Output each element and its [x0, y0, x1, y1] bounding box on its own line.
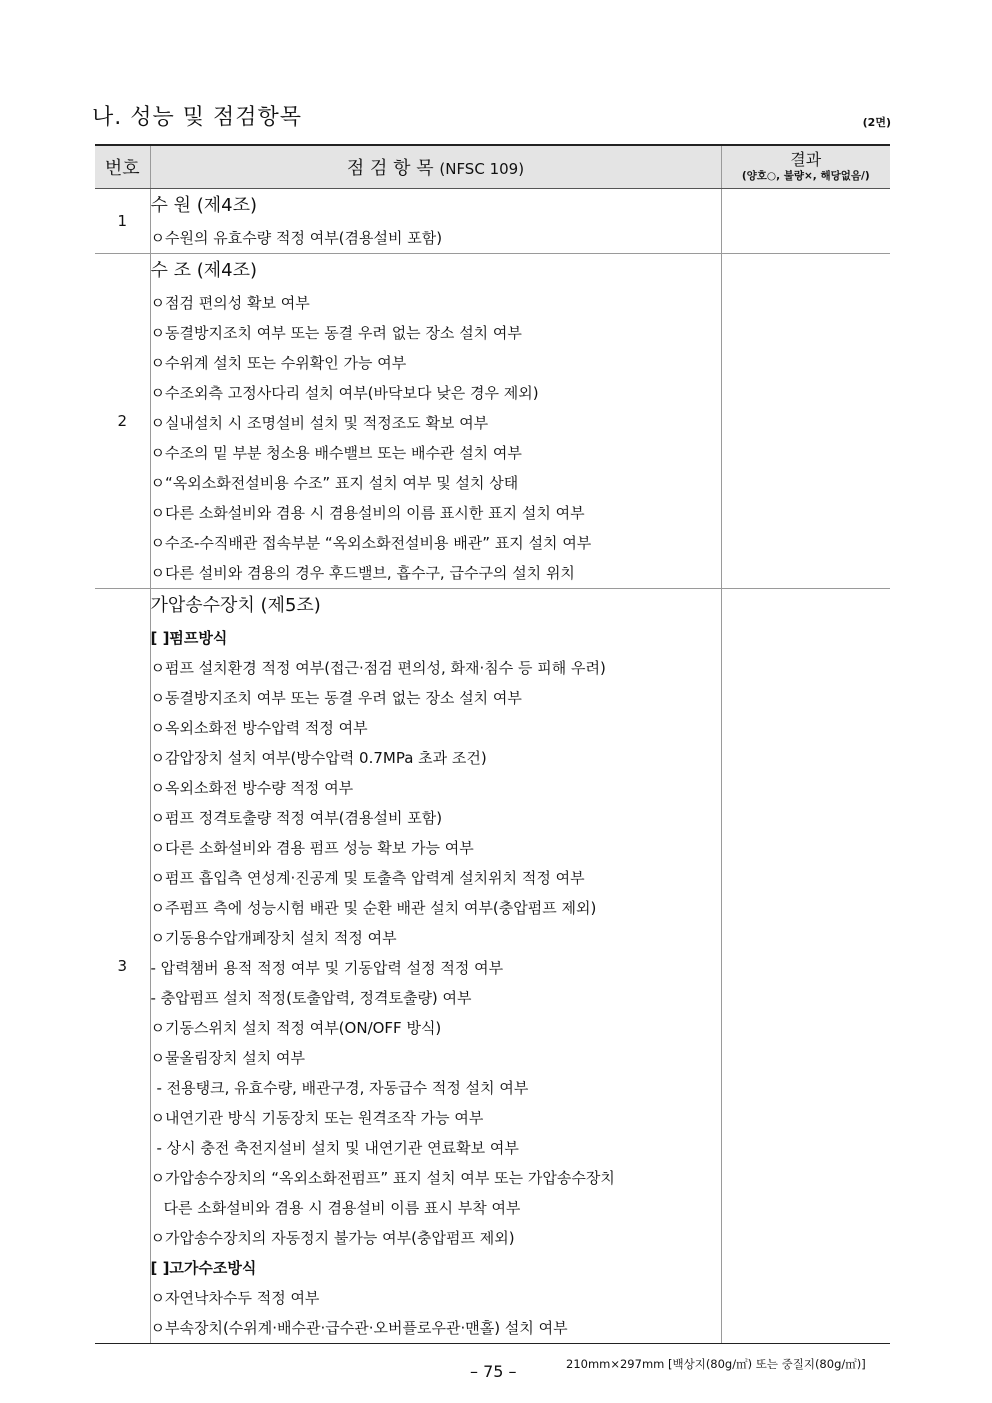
check-item: ㅇ수위계 설치 또는 수위확인 가능 여부: [150, 354, 407, 372]
row-number: 1: [95, 189, 150, 254]
row-number: 2: [95, 254, 150, 589]
check-item: ㅇ가압송수장치의 자동정지 불가능 여부(충압펌프 제외): [150, 1229, 515, 1247]
row-items: [150, 189, 721, 254]
header-items-ref: (NFSC 109): [439, 160, 525, 178]
row-number: 3: [95, 589, 150, 1344]
check-item: ㅇ펌프 흡입측 연성계·진공계 및 토출측 압력계 설치위치 적정 여부: [150, 869, 585, 887]
check-item: - 충압펌프 설치 적정(토출압력, 정격토출량) 여부: [150, 989, 472, 1007]
section-title: 나. 성능 및 점검항목: [92, 105, 302, 130]
check-item: ㅇ가압송수장치의 “옥외소화전펌프” 표지 설치 여부 또는 가압송수장치: [150, 1169, 615, 1187]
result-cell[interactable]: [721, 189, 890, 254]
check-item: ㅇ수조-수직배관 접속부분 “옥외소화전설비용 배관” 표지 설치 여부: [150, 534, 592, 552]
check-item: ㅇ동결방지조치 여부 또는 동결 우려 없는 장소 설치 여부: [150, 689, 522, 707]
table-row: [95, 254, 890, 589]
check-item: ㅇ펌프 정격토출량 적정 여부(겸용설비 포함): [150, 809, 443, 827]
check-item: ㅇ수원의 유효수량 적정 여부(겸용설비 포함): [150, 229, 443, 247]
check-item: ㅇ동결방지조치 여부 또는 동결 우려 없는 장소 설치 여부: [150, 324, 522, 342]
table-body: [95, 189, 890, 1344]
check-item: ㅇ내연기관 방식 기동장치 또는 원격조작 가능 여부: [150, 1109, 484, 1127]
check-item: ㅇ감압장치 설치 여부(방수압력 0.7MPa 초과 조건): [150, 749, 487, 767]
check-item: - 압력챔버 용적 적정 여부 및 기동압력 설정 적정 여부: [150, 959, 504, 977]
paper-size-note: 210mm×297mm [백상지(80g/㎡) 또는 중질지(80g/㎡)]: [566, 1357, 866, 1371]
check-item: ㅇ물올림장치 설치 여부: [150, 1049, 305, 1067]
check-item: ㅇ다른 소화설비와 겸용 시 겸용설비의 이름 표시한 표지 설치 여부: [150, 504, 585, 522]
row-items: [150, 254, 721, 589]
row-items: [150, 589, 721, 1344]
check-item: - 전용탱크, 유효수량, 배관구경, 자동급수 적정 설치 여부: [156, 1079, 529, 1097]
check-item: ㅇ다른 설비와 겸용의 경우 후드밸브, 흡수구, 급수구의 설치 위치: [150, 564, 575, 582]
table-row: [95, 189, 890, 254]
header-items: [150, 145, 721, 189]
item-heading: 수 원 (제4조): [150, 195, 257, 216]
table-row: [95, 589, 890, 1344]
check-item: ㅇ다른 소화설비와 겸용 펌프 성능 확보 가능 여부: [150, 839, 474, 857]
item-subheading: [ ]고가수조방식: [150, 1259, 257, 1277]
result-cell[interactable]: [721, 254, 890, 589]
check-item: ㅇ수조의 밑 부분 청소용 배수밸브 또는 배수관 설치 여부: [150, 444, 522, 462]
check-item: ㅇ기동용수압개폐장치 설치 적정 여부: [150, 929, 397, 947]
result-cell[interactable]: [721, 589, 890, 1344]
check-item: ㅇ수조외측 고정사다리 설치 여부(바닥보다 낮은 경우 제외): [150, 384, 539, 402]
item-heading: 수 조 (제4조): [150, 260, 257, 281]
header-result: [721, 145, 890, 189]
check-item: ㅇ옥외소화전 방수량 적정 여부: [150, 779, 354, 797]
check-item: ㅇ옥외소화전 방수압력 적정 여부: [150, 719, 368, 737]
check-item: ㅇ펌프 설치환경 적정 여부(접근·점검 편의성, 화재·침수 등 피해 우려): [150, 659, 606, 677]
item-subheading: [ ]펌프방식: [150, 629, 228, 647]
header-result-label: 결과: [790, 150, 822, 169]
check-item: ㅇ주펌프 측에 성능시험 배관 및 순환 배관 설치 여부(충압펌프 제외): [150, 899, 597, 917]
page-number: – 75 –: [470, 1362, 517, 1381]
check-item: ㅇ실내설치 시 조명설비 설치 및 적정조도 확보 여부: [150, 414, 489, 432]
item-heading: 가압송수장치 (제5조): [150, 595, 321, 616]
page-side-label: (2면): [862, 116, 891, 129]
header-result-legend: (양호○, 불량×, 해당없음/): [741, 170, 870, 182]
check-item: ㅇ기동스위치 설치 적정 여부(ON/OFF 방식): [150, 1019, 442, 1037]
check-item: ㅇ부속장치(수위계·배수관·급수관·오버플로우관·맨홀) 설치 여부: [150, 1319, 568, 1337]
table-header: [95, 145, 890, 189]
header-number: 번호: [95, 145, 150, 189]
header-items-label: 점 검 항 목: [346, 158, 434, 179]
check-item: ㅇ“옥외소화전설비용 수조” 표지 설치 여부 및 설치 상태: [150, 474, 519, 492]
check-item: ㅇ자연낙차수두 적정 여부: [150, 1289, 320, 1307]
check-item: 다른 소화설비와 겸용 시 겸용설비 이름 표시 부착 여부: [163, 1199, 521, 1217]
check-item: - 상시 충전 축전지설비 설치 및 내연기관 연료확보 여부: [156, 1139, 519, 1157]
inspection-table: [95, 144, 890, 1344]
check-item: ㅇ점검 편의성 확보 여부: [150, 294, 310, 312]
